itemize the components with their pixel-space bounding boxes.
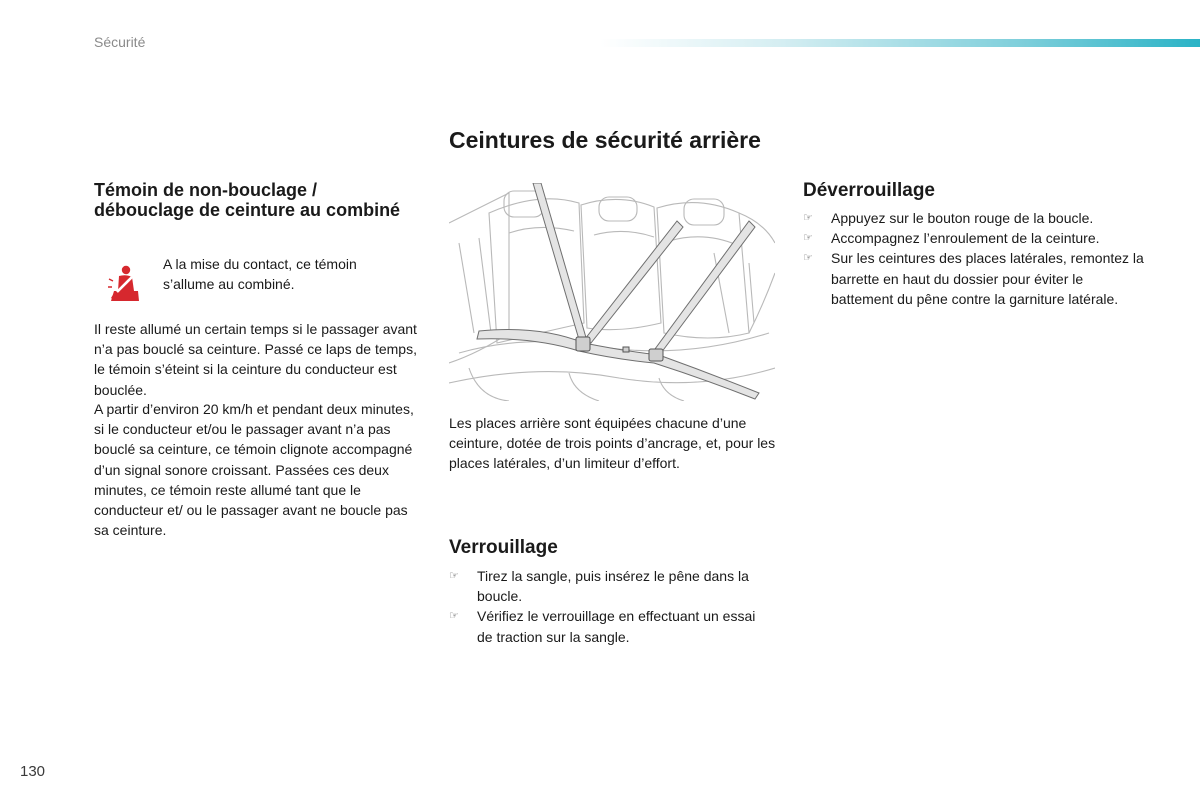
list-item-text: Accompagnez l’enroulement de la ceinture. (831, 230, 1100, 247)
pointing-hand-icon: ☞ (803, 212, 813, 224)
verrouillage-list (449, 566, 769, 647)
verrouillage-heading: Verrouillage (449, 537, 558, 558)
list-item-text: Sur les ceintures des places latérales, remontez la barrette en haut du dossier pour éviter le battement du pêne contre la garniture latérale. (831, 250, 1144, 307)
pointing-hand-icon: ☞ (449, 570, 459, 582)
pointing-hand-icon: ☞ (803, 252, 813, 265)
section-label: Sécurité (94, 34, 146, 50)
list-item (449, 606, 769, 646)
pointing-hand-icon: ☞ (803, 232, 813, 245)
list-item (803, 208, 1148, 228)
header-accent-bar (600, 39, 1200, 47)
deverrouillage-heading: Déverrouillage (803, 180, 935, 201)
page-number: 130 (20, 763, 46, 780)
rear-seat-belts-illustration (449, 183, 775, 401)
rear-belts-title: Ceintures de sécurité arrière (449, 127, 761, 153)
rear-belts-paragraph: Les places arrière sont équipées chacune d’une ceinture, dotée de trois points d’ancrage, et, pour les places latérales, d’un limiteur d’effort. (449, 415, 776, 472)
seatbelt-warning-icon (105, 265, 143, 305)
deverrouillage-list (803, 208, 1148, 309)
warning-light-heading: Témoin de non-bouclage / débouclage de ceinture au combiné (94, 180, 401, 220)
list-item (803, 228, 1148, 248)
list-item (449, 566, 769, 606)
warning-paragraph-2: A partir d’environ 20 km/h et pendant deux minutes, si le conducteur et/ou le passager avant n’a pas bouclé sa ceinture, ce témoin clignote accompagné d’un signal sonore croissant. Passées ces deux minutes, ce témoin reste allumé tant que le conducteur et/ ou le passager avant ne boucle pas sa ceinture. (94, 401, 414, 539)
warning-paragraph-1: Il reste allumé un certain temps si le passager avant n’a pas bouclé sa ceinture. Passé ce laps de temps, le témoin s’éteint si la ceinture du conducteur est bouclée. (94, 321, 417, 398)
list-item (803, 248, 1148, 309)
list-item-text: Appuyez sur le bouton rouge de la boucle. (831, 210, 1094, 226)
pointing-hand-icon: ☞ (449, 610, 459, 623)
warning-icon-caption: A la mise du contact, ce témoin s’allume au combiné. (163, 256, 357, 292)
list-item-text: Tirez la sangle, puis insérez le pêne dans la boucle. (477, 568, 749, 605)
list-item-text: Vérifiez le verrouillage en effectuant un essai de traction sur la sangle. (477, 608, 756, 645)
